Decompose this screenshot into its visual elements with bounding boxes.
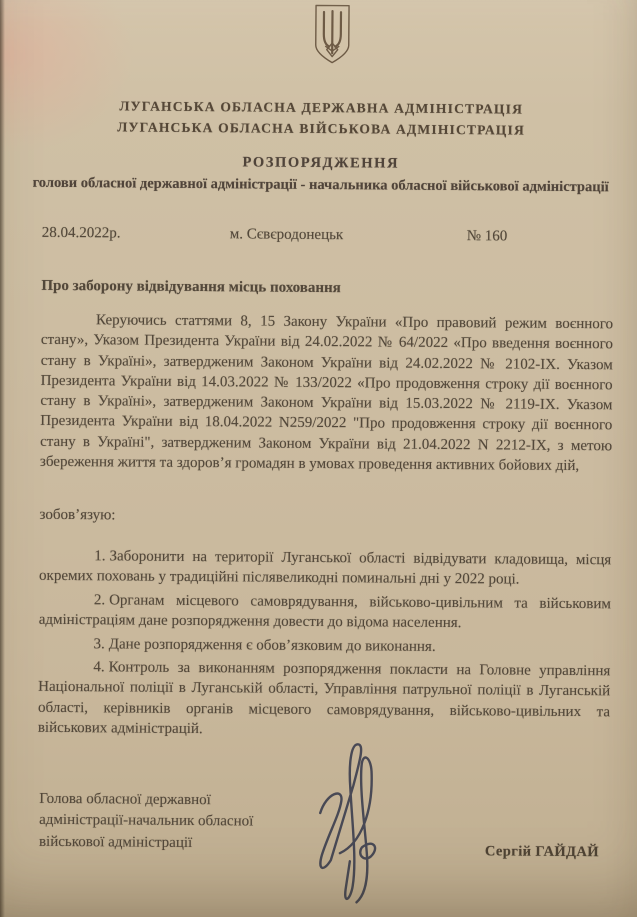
document-number: № 160 xyxy=(466,228,508,245)
document-date: 28.04.2022р. xyxy=(41,224,121,242)
item-3 xyxy=(38,633,610,658)
document-subtitle: голови обласної державної адміністрації - начальника обласної військової адміністрації xyxy=(32,174,609,196)
ukraine-trident-emblem-icon xyxy=(312,3,352,65)
handwritten-signature-icon xyxy=(299,731,418,916)
item-4-number: 4. xyxy=(93,659,105,676)
oblige-word: зобов’язую: xyxy=(39,506,116,524)
authority-line-2: ЛУГАНСЬКА ОБЛАСНА ВІЙСЬКОВА АДМІНІСТРАЦІЯ xyxy=(117,119,525,138)
position-line-1: Голова обласної державної xyxy=(39,790,211,809)
item-4-text: Контроль за виконанням розпорядження покласти на Головне управління Національної поліції в Луганській області, Управління патрульної поліції в Луганській області, керівників органів місцевого самоврядування, військово-цивільних та військових адміністрацій. xyxy=(37,659,611,738)
item-2 xyxy=(39,590,611,635)
document-place: м. Сєвєродонецьк xyxy=(229,226,344,244)
item-1 xyxy=(39,546,611,591)
ordered-items xyxy=(38,546,612,746)
item-3-number: 3. xyxy=(93,635,105,652)
preamble-paragraph: Керуючись статтями 8, 15 Закону України «Про правовий режим воєнного стану», Указом Президента України від 24.02.2022 № 64/2022 «Про введення воєнного стану в Україні», затвердженим Законом України від 24.02.2022 № 2102-ІХ. Указом Президента України від 14.03.2022 № 133/2022 «Про продовження строку дії воєнного стану в Україні», затвердженим Законом України від 15.03.2022 № 2119-ІХ. Указом Президента України від 18.04.2022 N259/2022 "Про продовження строку дії воєнного стану в Україні", затвердженим Законом України від 21.04.2022 N 2212-ІХ, з метою збереження життя та здоров’я громадян в умовах проведення активних бойових дій, xyxy=(39,312,614,475)
meta-row xyxy=(2,225,637,250)
position-line-3: військової адміністрації xyxy=(38,833,193,851)
signatory-name: Сергій ГАЙДАЙ xyxy=(484,843,600,861)
item-1-text: Заборонити на території Луганської області відвідувати кладовища, місця окремих поховань у традиційні післявеликодні поминальні дні у 2022 році. xyxy=(39,548,612,588)
item-2-text: Органам місцевого самоврядування, військово-цивільним та військовим адміністраціям дане розпорядження довести до відома населення. xyxy=(38,592,611,632)
subject-line: Про заборону відвідування місць поховання xyxy=(41,277,341,297)
signatory-position xyxy=(39,789,254,855)
position-line-2: адміністрації-начальник обласної xyxy=(39,812,254,830)
item-2-number: 2. xyxy=(93,592,106,609)
document-type-title: РОЗПОРЯДЖЕННЯ xyxy=(242,154,400,172)
item-4 xyxy=(38,657,611,743)
authority-line-1: ЛУГАНСЬКА ОБЛАСНА ДЕРЖАВНА АДМІНІСТРАЦІЯ xyxy=(119,98,524,117)
issuing-authority xyxy=(3,95,637,142)
item-1-number: 1. xyxy=(94,548,106,565)
item-3-text: Дане розпорядження є обов’язковим до виконання. xyxy=(108,635,436,655)
